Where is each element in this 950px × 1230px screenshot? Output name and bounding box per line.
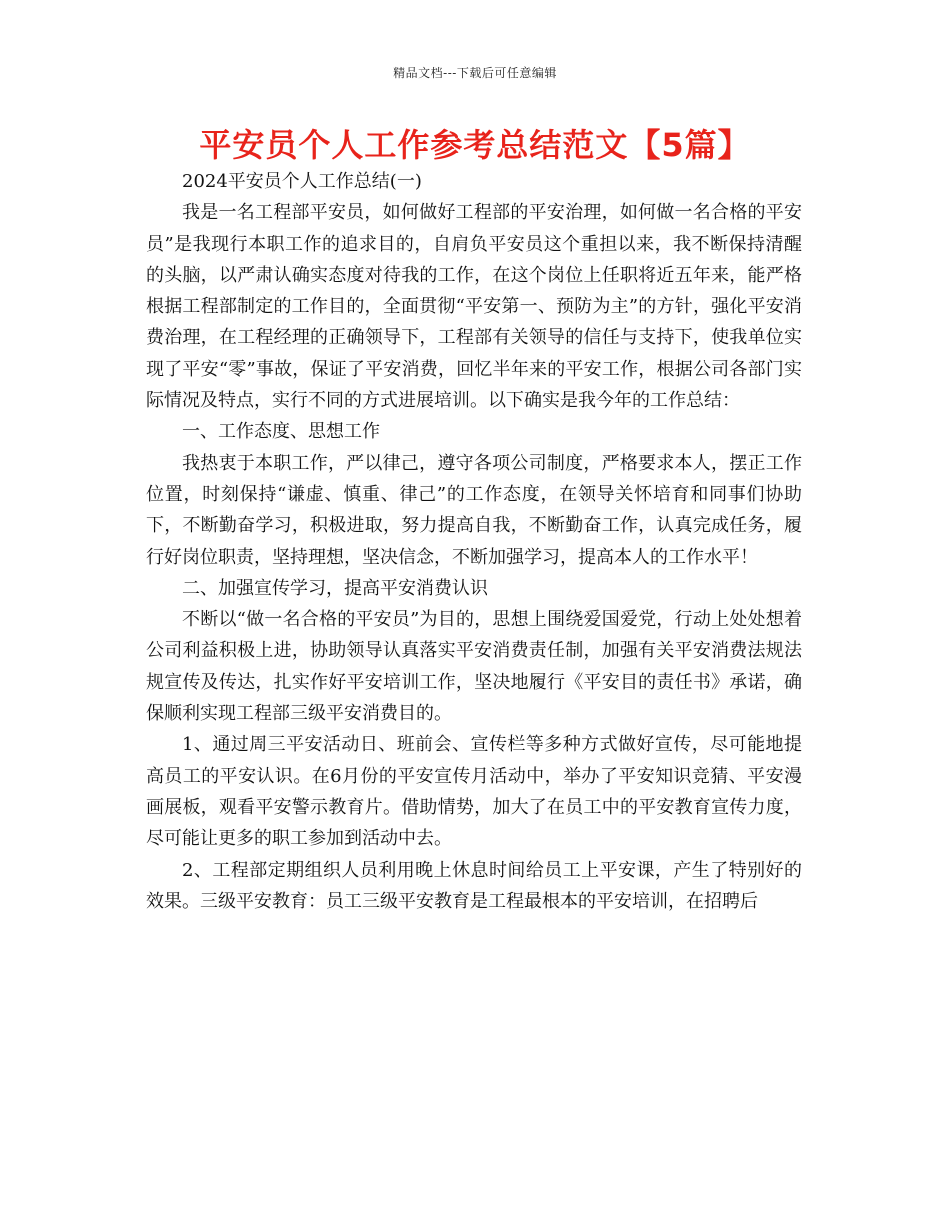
paragraph-section-2: 不断以“做一名合格的平安员”为目的，思想上围绕爱国爱党，行动上处处想着公司利益积极上进，协助领导认真落实平安消费责任制，加强有关平安消费法规法规宣传及传达，扎实作好平安培训工作，坚决地履行《平安目的责任书》承诺，确保顺利实现工程部三级平安消费目的。 bbox=[146, 609, 802, 725]
paragraph-item-2: 2、工程部定期组织人员利用晚上休息时间给员工上平安课，产生了特别好的效果。三级平安教育：员工三级平安教育是工程最根本的平安培训，在招聘后 bbox=[146, 859, 802, 912]
paragraph-intro: 我是一名工程部平安员，如何做好工程部的平安治理，如何做一名合格的平安员”是我现行本职工作的追求目的，自肩负平安员这个重担以来，我不断保持清醒的头脑，以严肃认确实态度对待我的工作，在这个岗位上任职将近五年来，能严格根据工程部制定的工作目的，全面贯彻“平安第一、预防为主”的方针，强化平安消费治理，在工程经理的正确领导下，工程部有关领导的信任与支持下，使我单位实现了平安“零”事故，保证了平安消费，回忆半年来的平安工作，根据公司各部门实际情况及特点，实行不同的方式进展培训。以下确实是我今年的工作总结： bbox=[146, 202, 802, 412]
section-heading-2: 二、加强宣传学习，提高平安消费认识 bbox=[182, 577, 488, 599]
section-heading-1: 一、工作态度、思想工作 bbox=[182, 421, 380, 443]
paragraph-subtitle: 2024平安员个人工作总结(一) bbox=[182, 171, 422, 192]
document-title: 平安员个人工作参考总结范文【5篇】 bbox=[199, 126, 751, 164]
paragraph-item-1: 1、通过周三平安活动日、班前会、宣传栏等多种方式做好宣传，尽可能地提高员工的平安认识。在6月份的平安宣传月活动中，举办了平安知识竞猜、平安漫画展板，观看平安警示教育片。借助情势，加大了在员工中的平安教育宣传力度，尽可能让更多的职工参加到活动中去。 bbox=[146, 734, 802, 850]
document-body bbox=[146, 166, 802, 917]
paragraph-section-1: 我热衷于本职工作，严以律己，遵守各项公司制度，严格要求本人，摆正工作位置，时刻保持“谦虚、慎重、律己”的工作态度，在领导关怀培育和同事们协助下，不断勤奋学习，积极进取，努力提高自我，不断勤奋工作，认真完成任务，履行好岗位职责，坚持理想，坚决信念，不断加强学习，提高本人的工作水平！ bbox=[146, 452, 802, 568]
header-note: 精品文档---下载后可任意编辑 bbox=[393, 66, 557, 80]
